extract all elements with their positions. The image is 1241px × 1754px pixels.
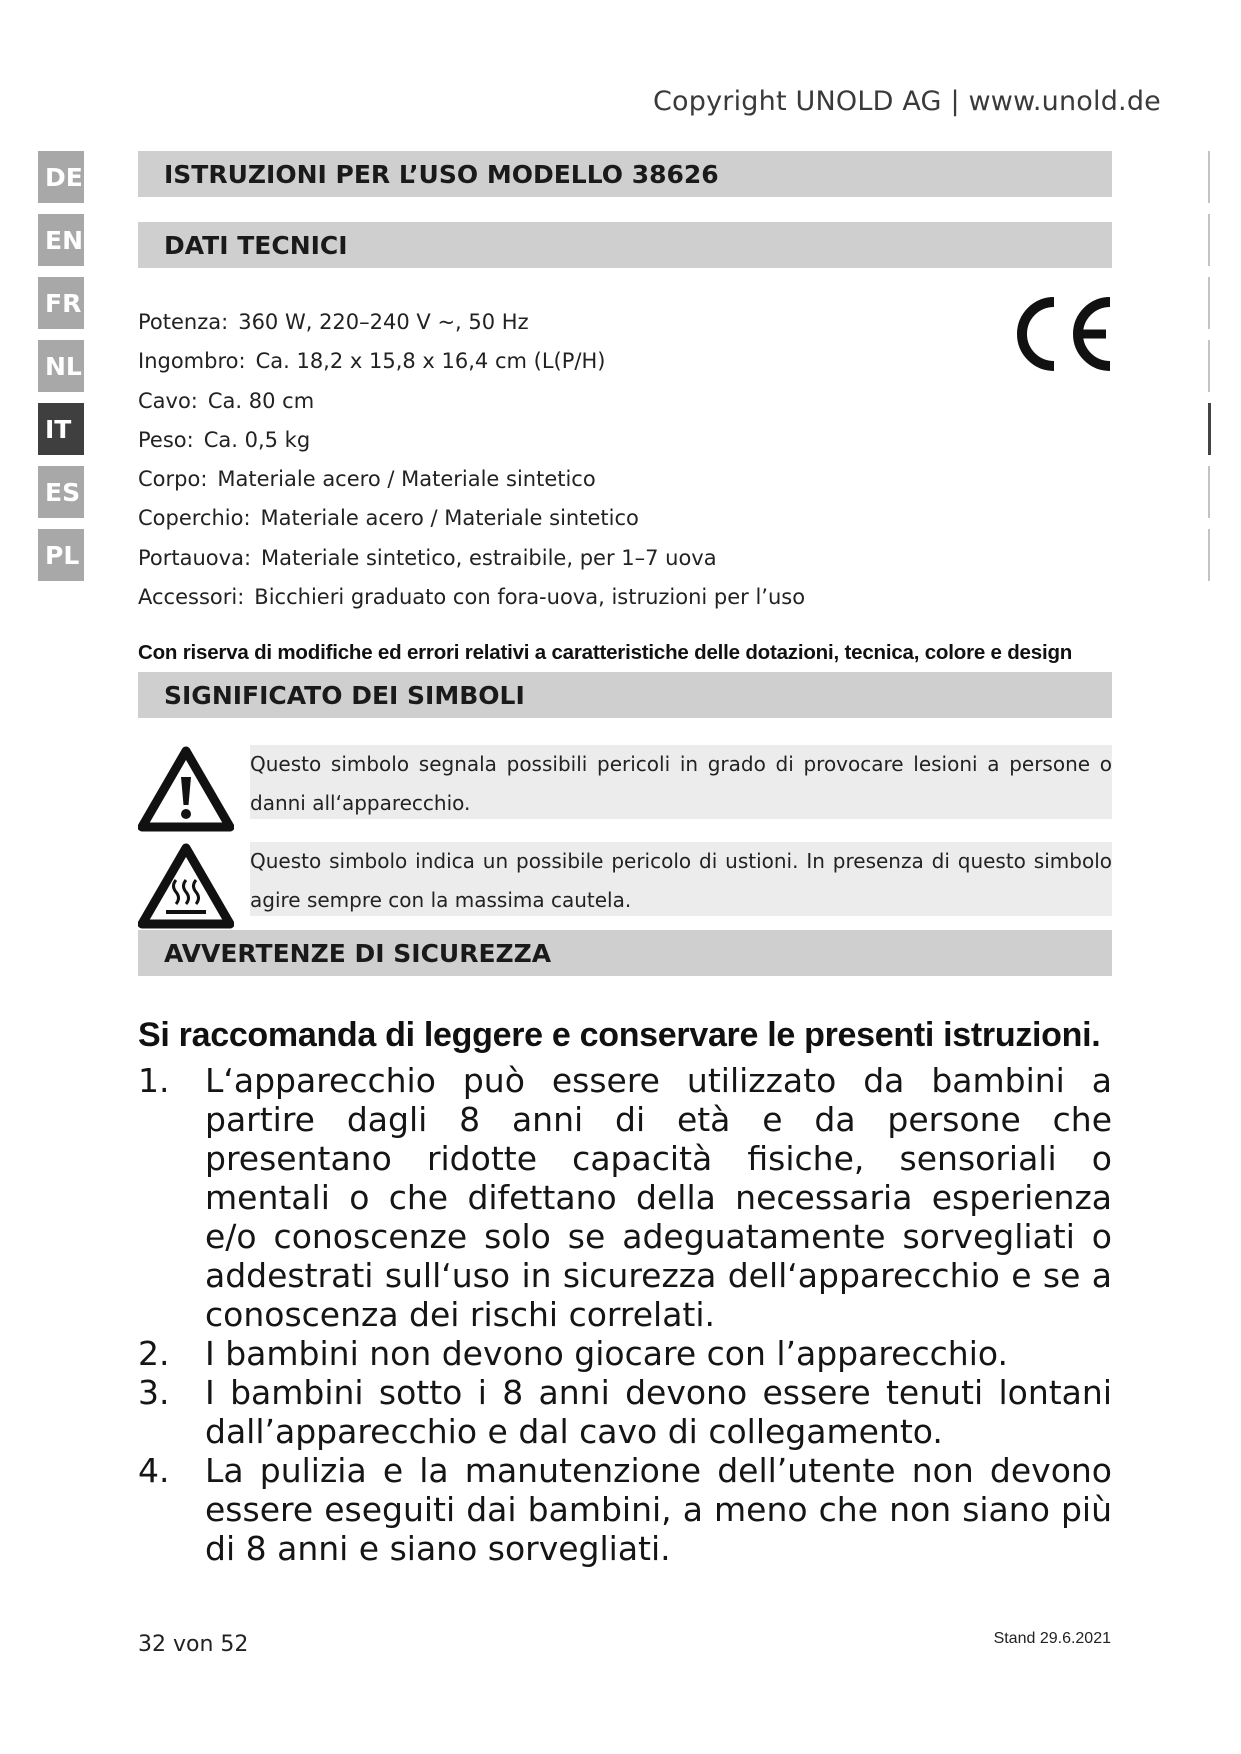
rule-text: La pulizia e la manutenzione dell’utente non devono essere eseguiti dai bambini, a meno che non siano più di 8 anni e siano sorvegliati. [205, 1451, 1112, 1568]
hot-surface-icon [138, 842, 234, 930]
symbol-description: Questo simbolo segnala possibili pericoli in grado di provocare lesioni a persone o danni all‘apparecchio. [250, 745, 1112, 819]
lang-tab-pl[interactable]: PL [38, 529, 84, 581]
spec-label: Coperchio: [138, 506, 251, 531]
safety-rule [138, 1373, 1112, 1451]
spec-value: Materiale acero / Materiale sintetico [217, 467, 596, 492]
section-symbols: SIGNIFICATO DEI SIMBOLI [138, 672, 1112, 718]
spec-label: Potenza: [138, 310, 229, 334]
spec-value: Materiale sintetico, estraibile, per 1–7 uova [261, 545, 717, 570]
edge-mark [1208, 466, 1210, 518]
rule-number: 2. [138, 1334, 170, 1373]
lang-tab-it[interactable]: IT [38, 403, 84, 455]
spec-row [138, 460, 805, 499]
warning-icon [138, 745, 234, 833]
section-technical-data: DATI TECNICI [138, 222, 1112, 268]
spec-row [138, 421, 805, 460]
edge-mark [1208, 340, 1210, 392]
spec-label: Cavo: [138, 388, 198, 413]
copyright-notice: Copyright UNOLD AG | www.unold.de [653, 86, 1161, 117]
rule-text: L‘apparecchio può essere utilizzato da bambini a partire dagli 8 anni di età e da persone che presentano ridotte capacità fisiche, sensoriali o mentali o che difettano della necessaria esperienza e/o conoscenze solo se adeguatamente sorvegliati o addestrati sull‘uso in sicurezza dell‘apparecchio e se a conoscenza dei rischi correlati. [205, 1061, 1112, 1334]
spec-row [138, 499, 805, 538]
spec-row [138, 342, 805, 381]
lang-tab-fr[interactable]: FR [38, 277, 84, 329]
spec-label: Portauova: [138, 545, 252, 570]
spec-label: Peso: [138, 427, 194, 452]
symbol-description: Questo simbolo indica un possibile pericolo di ustioni. In presenza di questo simbolo agire sempre con la massima cautela. [250, 842, 1112, 916]
spec-value: Ca. 18,2 x 15,8 x 16,4 cm (L(P/H) [255, 349, 606, 374]
spec-row [138, 539, 805, 578]
spec-label: Corpo: [138, 467, 208, 492]
edge-mark-active [1208, 403, 1211, 455]
edge-mark [1208, 214, 1210, 266]
lang-tab-nl[interactable]: NL [38, 340, 84, 392]
spec-label: Accessori: [138, 585, 245, 610]
section-safety: AVVERTENZE DI SICUREZZA [138, 930, 1112, 976]
safety-rule [138, 1451, 1112, 1568]
lang-tab-de[interactable]: DE [38, 151, 84, 203]
safety-rule [138, 1334, 1112, 1373]
spec-label: Ingombro: [138, 349, 246, 374]
spec-value: Materiale acero / Materiale sintetico [260, 506, 639, 531]
ce-mark-icon [1012, 294, 1114, 374]
safety-rule [138, 1061, 1112, 1334]
rule-text: I bambini non devono giocare con l’apparecchio. [205, 1334, 1008, 1373]
spec-value: Ca. 0,5 kg [203, 427, 311, 452]
disclaimer-note: Con riserva di modifiche ed errori relativi a caratteristiche delle dotazioni, tecnica, colore e design [138, 641, 1073, 664]
spec-list [138, 303, 805, 617]
symbol-row-warning [138, 745, 1112, 833]
page-number: 32 von 52 [138, 1632, 249, 1657]
document-title: ISTRUZIONI PER L’USO MODELLO 38626 [138, 151, 1112, 197]
rule-text: I bambini sotto i 8 anni devono essere tenuti lontani dall’apparecchio e dal cavo di collegamento. [205, 1373, 1112, 1451]
spec-value: Bicchieri graduato con fora-uova, istruzioni per l’uso [254, 585, 806, 610]
spec-row [138, 578, 805, 617]
symbol-row-hot-surface [138, 842, 1112, 930]
rule-number: 4. [138, 1451, 170, 1490]
rule-number: 3. [138, 1373, 170, 1412]
safety-rules-list [138, 1061, 1112, 1568]
safety-heading: Si raccomanda di leggere e conservare le presenti istruzioni. [138, 1016, 1101, 1054]
edge-mark [1208, 277, 1210, 329]
lang-tab-es[interactable]: ES [38, 466, 84, 518]
rule-number: 1. [138, 1061, 170, 1100]
lang-tab-en[interactable]: EN [38, 214, 84, 266]
edge-mark [1208, 529, 1210, 581]
spec-row [138, 303, 805, 342]
revision-date: Stand 29.6.2021 [993, 1630, 1111, 1647]
spec-value: 360 W, 220–240 V ~, 50 Hz [238, 310, 529, 334]
spec-value: Ca. 80 cm [207, 388, 315, 413]
edge-mark [1208, 151, 1210, 203]
spec-row [138, 382, 805, 421]
